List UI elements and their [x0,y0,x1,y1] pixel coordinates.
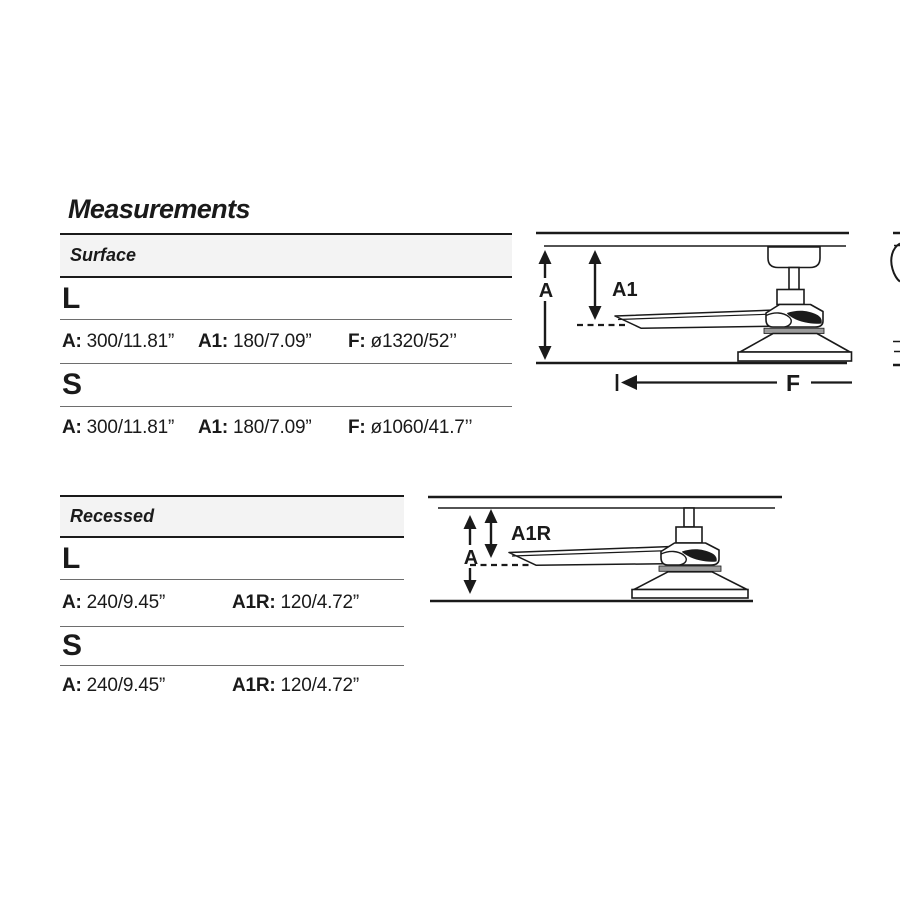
spec-label: A: [62,675,82,696]
fan-light-shade-icon [738,334,852,362]
spec-a [62,675,232,697]
fan-downrod-icon [684,508,694,527]
dimension-arrow-a1 [589,250,638,320]
surface-table-header-label: Surface [70,245,137,265]
spec-label: F: [348,417,366,438]
dimension-label-a: A [538,280,554,302]
fan-light-shade-icon [632,572,748,598]
dimension-label-a1r: A1R [511,523,552,545]
spec-value: 180/7.09” [233,330,312,352]
dimension-arrow-f [617,370,852,396]
spec-value: ø1320/52’’ [370,330,457,352]
size-row-s [60,364,512,407]
spec-label: A: [62,417,82,438]
fan-motor-icon [659,543,721,571]
fan-blade-icon [509,546,685,565]
spec-label: A: [62,592,82,613]
size-label: S [62,368,83,401]
size-label: L [62,281,81,315]
surface-table [60,233,512,449]
spec-row [60,580,404,627]
fan-rod-coupler-icon [676,527,702,543]
spec-label: A1: [198,330,229,352]
dimension-label-a1: A1 [612,279,638,301]
spec-label: F: [348,330,366,352]
spec-f [348,417,512,439]
size-label: S [62,629,83,662]
spec-row [60,666,404,706]
recessed-table-header [60,495,404,538]
spec-a [62,592,232,614]
recessed-fan-diagram [425,490,795,608]
spec-value: 120/4.72” [280,592,360,613]
spec-a [62,331,198,353]
dimension-arrow-a [461,515,480,594]
dimension-arrow-a [536,250,555,360]
spec-value: 180/7.09” [233,417,312,438]
spec-row [60,320,512,364]
spec-label: A1R: [232,675,276,696]
spec-row [60,407,512,449]
spec-a1r [232,675,404,697]
spec-label: A1: [198,417,229,438]
spec-a [62,417,198,439]
spec-value: 300/11.81” [86,330,175,352]
size-row-l [60,538,404,580]
spec-a1r [232,592,404,614]
fan-downrod-icon [789,268,799,290]
dimension-label-a: A [463,547,479,569]
spec-value: ø1060/41.7’’ [370,417,473,438]
fan-blade-icon [615,310,788,329]
fan-canopy-icon [768,247,820,268]
size-row-s [60,627,404,666]
clipped-adjacent-diagram [891,233,900,365]
recessed-table [60,495,404,706]
spec-value: 240/9.45” [86,592,166,613]
fan-rod-coupler-icon [777,290,804,305]
spec-label: A: [62,330,82,352]
size-row-l [60,278,512,320]
spec-value: 120/4.72” [280,675,360,696]
size-label: L [62,541,81,575]
spec-a1 [198,417,348,439]
spec-label: A1R: [232,592,276,613]
spec-value: 300/11.81” [86,417,175,438]
recessed-table-header-label: Recessed [70,506,155,526]
page-title: Measurements [68,194,250,224]
surface-table-header [60,233,512,278]
spec-f [348,331,512,353]
surface-fan-diagram [520,224,900,400]
dimension-label-f: F [785,370,801,396]
spec-value: 240/9.45” [86,675,166,696]
fan-motor-icon [764,305,824,334]
spec-a1 [198,331,348,353]
